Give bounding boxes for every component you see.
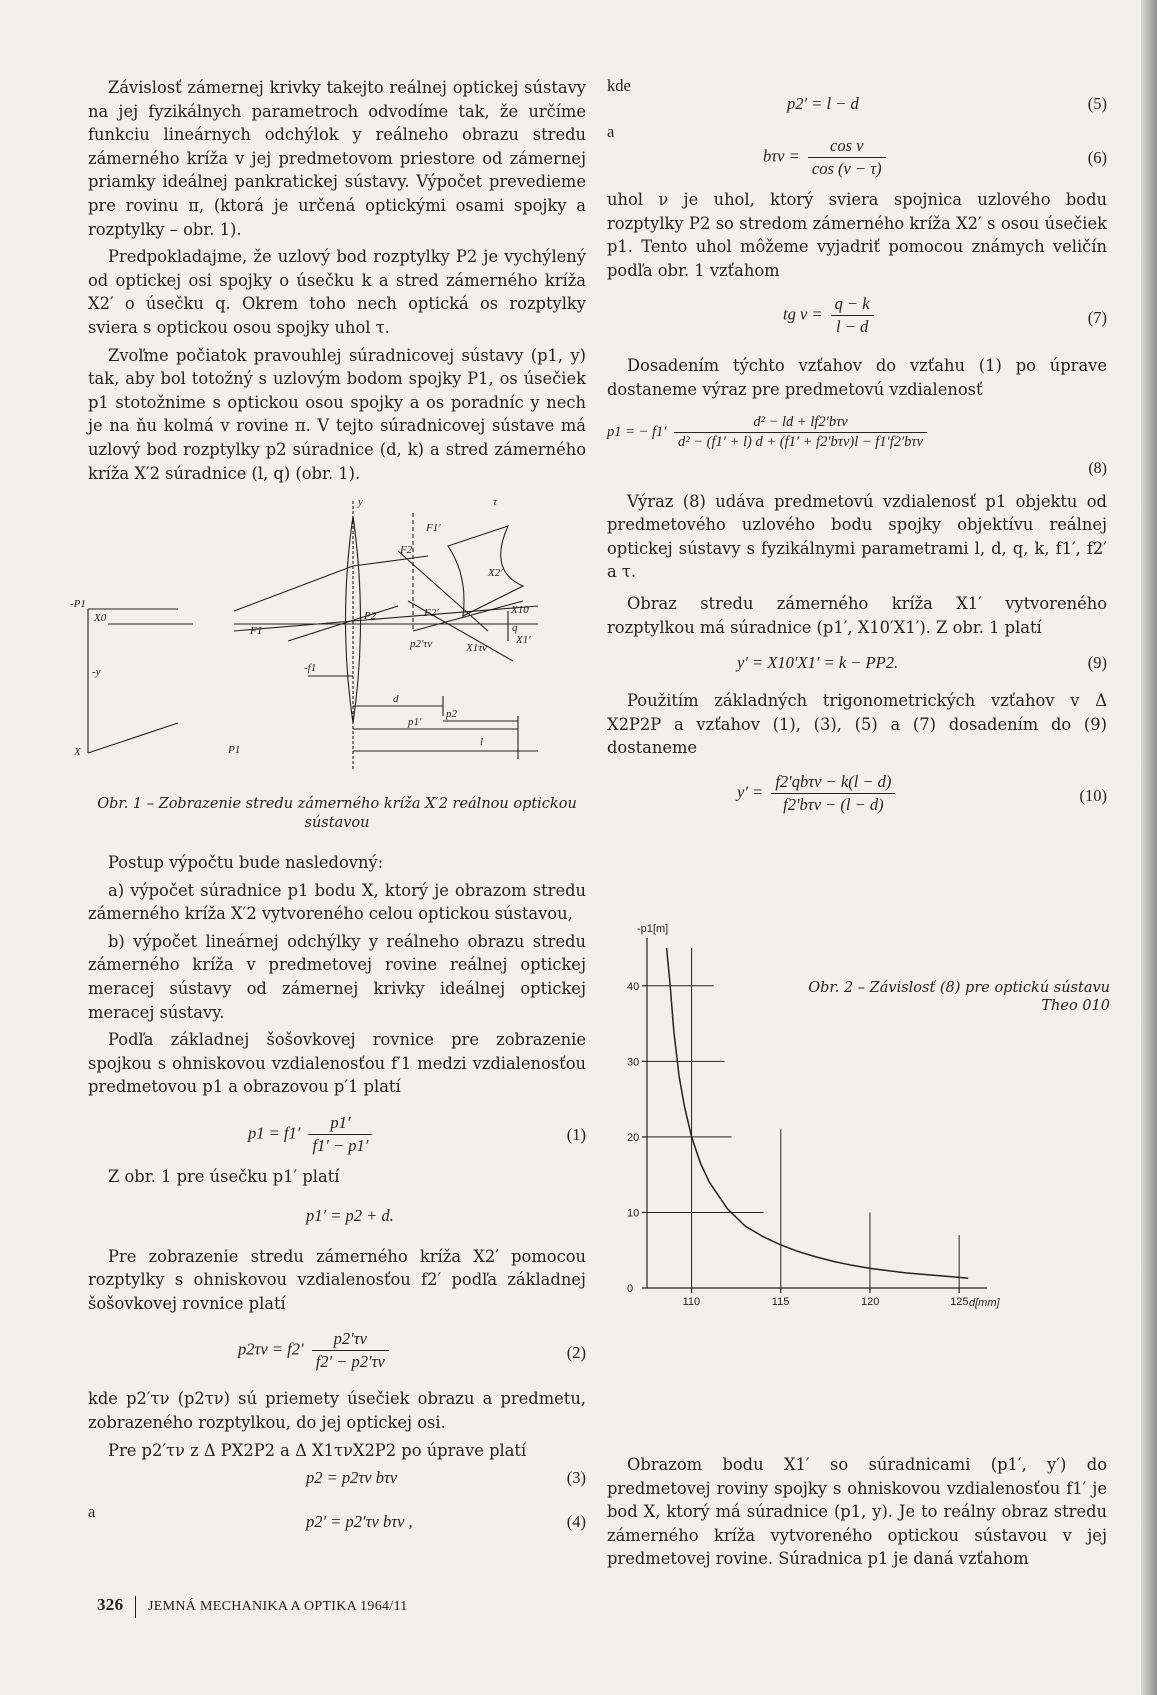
page-number: 326 [97, 1595, 124, 1614]
numerator: cos ν [808, 136, 886, 158]
equation-2 [88, 1323, 586, 1379]
paragraph: Postup výpočtu bude nasledovný: [108, 853, 384, 873]
equation-body: p1′ = p2 + d. [306, 1205, 394, 1225]
equation-lhs: p2τν = f2′ [238, 1339, 304, 1359]
paragraph: Obraz stredu zámerného kríža X1′ vytvoreného rozptylkou má súradnice (p1′, X10′X1′). Z obr. 1 platí [607, 593, 1107, 637]
paragraph: Obrazom bodu X1′ so súradnicami (p1′, y′) do predmetovej roviny spojky s ohniskovou vzdialenosťou f1′ je bod X, ktorý má súradnice (p1, y). Je to reálny obraz stredu zámerného kríža vytvoreného optickou sústavou v jej predmetovej rovine. Súradnica p1 je daná vzťahom [607, 1455, 1107, 1569]
fraction [312, 1329, 389, 1372]
denominator: d² − (f1′ + l) d + (f1′ + f2′bτν)l − f1′f2′bτν [678, 433, 924, 450]
right-column-bottom [607, 1453, 1107, 1575]
chart-y-tick-label: 20 [627, 1131, 640, 1144]
equation-body: p2 = p2τν bτν [306, 1468, 398, 1488]
fig1-label: p1′ [408, 716, 422, 729]
page-binding-edge [1141, 0, 1157, 1695]
chart-y-tick-label: 40 [627, 980, 640, 993]
fig1-label: P2 [364, 610, 377, 623]
fig1-ray [398, 551, 488, 631]
equation-8 [607, 410, 1107, 482]
equation-7 [607, 290, 1107, 346]
fig1-label: F2′ [424, 607, 439, 620]
fig1-label: -y [92, 666, 101, 679]
chart-y-axis-label: -p1[m] [637, 923, 669, 935]
numerator: p1′ [308, 1113, 372, 1135]
fig1-label: F2 [400, 544, 413, 557]
equation-number: (1) [566, 1125, 586, 1145]
paragraph: kde p2′τν (p2τν) sú priemety úsečiek obrazu a predmetu, zobrazeného rozptylkou, do jej optickej osi. [88, 1389, 586, 1432]
fig1-ray [353, 556, 428, 566]
fig1-label: X0 [94, 612, 107, 625]
fig1-label: y [358, 496, 363, 509]
equation-number: (7) [1087, 308, 1107, 328]
paragraph: Zvoľme počiatok pravouhlej súradnicovej sústavy (p1, y) tak, aby bol totožný s uzlovým bodom spojky P1, os úsečiek p1 stotožnime s optickou osou spojky a os poradníc y nech je na ňu kolmá v rovine π. V tejto súradnicovej sústave má uzlový bod rozptylky p2 súradnice (d, k) a stred zámerného kríža X′2 súradnice (l, q) (obr. 1). [88, 345, 586, 483]
equation-number: (3) [566, 1468, 586, 1488]
right-column [607, 76, 1107, 836]
chart-x-axis-label: d[mm] [969, 1297, 1000, 1309]
fig1-label: P1 [228, 744, 241, 757]
equation-body: p2′ = l − d [787, 94, 859, 113]
conjunction: a [607, 122, 615, 141]
left-column [70, 76, 586, 1532]
equation-lhs: bτν = [763, 146, 800, 166]
fig1-label: X2′ [488, 567, 503, 580]
fig1-label: -P1 [70, 598, 86, 611]
equation-number: (5) [1087, 94, 1107, 113]
chart-y-tick-label: 0 [627, 1283, 634, 1295]
equation-number: (4) [566, 1512, 586, 1532]
figure-1-caption: Obr. 1 – Zobrazenie stredu zámerného kríža X′2 reálnou optickou sústavou [97, 796, 577, 832]
numerator: f2′qbτν − k(l − d) [771, 772, 895, 794]
fig1-label: X1′ [516, 634, 531, 647]
equation-3 [88, 1466, 586, 1496]
equation-lhs: p1 = f1′ [248, 1123, 301, 1143]
equation-body: y′ = X10′X1′ = k − PP2. [737, 653, 899, 673]
fraction [808, 136, 886, 179]
paragraph: Závislosť zámernej krivky takejto reálnej optickej sústavy na jej fyzikálnych parametroch odvodíme tak, že určíme funkciu lineárnych odchýlok y reálneho obrazu stredu zámerného kríža v jej predmetovom priestore od zámernej priamky ideálnej pankratickej sústavy. Výpočet prevedieme pre rovinu π, (ktorá je určená optickými osami spojky a rozptylky – obr. 1). [88, 78, 586, 239]
paragraph: Z obr. 1 pre úsečku p1′ platí [108, 1167, 340, 1187]
paragraph: Podľa základnej šošovkovej rovnice pre zobrazenie spojkou s ohniskovou vzdialenosťou f′1 medzi vzdialenosťou predmetovou p1 a obrazovou p′1 platí [88, 1030, 586, 1097]
fig1-label: d [393, 693, 399, 706]
equation-body: p2′ = p2′τν bτν , [306, 1512, 413, 1532]
paragraph: b) výpočet lineárnej odchýlky y reálneho obrazu stredu zámerného kríža v predmetovej rovine reálnej optickej meracej sústavy od zámernej krivky ideálnej optickej meracej sústavy. [88, 931, 586, 1022]
fig1-label: -f1 [304, 662, 317, 675]
conjunction: a [88, 1502, 96, 1522]
equation-number: (6) [1087, 148, 1107, 167]
denominator: f2′bτν − (l − d) [783, 794, 884, 814]
fig1-line [88, 723, 178, 753]
paragraph: a) výpočet súradnice p1 bodu X, ktorý je obrazom stredu zámerného kríža X′2 vytvoreného celou optickou sústavou, [88, 880, 586, 924]
fig1-label: F1 [250, 625, 263, 638]
fig1-label: p2 [446, 708, 457, 721]
denominator: cos (ν − τ) [811, 159, 882, 178]
figure-2-caption: Obr. 2 – Závislosť (8) pre optickú sústavu Theo 010 [808, 979, 1110, 1014]
equation-p1prime [88, 1197, 586, 1237]
fig1-ray [234, 566, 353, 611]
equation-number: (9) [1087, 653, 1107, 673]
equation-10 [607, 768, 1107, 828]
paragraph: Predpokladajme, že uzlový bod rozptylky P2 je vychýlený od optickej osi spojky o úsečku k a stred zámerného kríža X2′ o úsečku q. Okrem toho nech optická os rozptylky sviera s optickou osou spojky uhol τ. [88, 247, 586, 337]
numerator: p2′τν [312, 1329, 389, 1351]
paragraph: uhol ν je uhol, ktorý sviera spojnica uzlového bodu rozptylky P2 so stredom zámerného kríža X2′ s osou úsečiek p1. Tento uhol môžeme vyjadriť pomocou známych veličín podľa obr. 1 vzťahom [607, 190, 1107, 280]
fig1-label: τ [493, 496, 497, 509]
fraction [771, 772, 895, 815]
equation-6 [607, 112, 1107, 184]
fig1-label: q [512, 622, 518, 635]
numerator: d² − ld + lf2′bτν [674, 414, 927, 433]
paragraph: Použitím základných trigonometrických vzťahov v Δ X2P2P a vzťahov (1), (3), (5) a (7) dosadením do (9) dostaneme [607, 691, 1107, 758]
denominator: f1′ − p1′ [312, 1136, 369, 1156]
equation-1 [88, 1107, 586, 1157]
fig1-label: F1′ [426, 522, 441, 535]
chart-y-tick-label: 30 [627, 1056, 640, 1069]
equation-number: (2) [566, 1343, 586, 1363]
equation-9 [607, 647, 1107, 681]
journal-name: JEMNÁ MECHANIKA A OPTIKA 1964/11 [148, 1599, 408, 1614]
fraction [308, 1113, 372, 1156]
equation-lhs: y′ = [737, 782, 764, 802]
fig1-label: X [74, 746, 81, 759]
fraction [831, 294, 874, 337]
chart-y-tick-label: 10 [627, 1207, 640, 1220]
equation-lhs: p1 = − f1′ [607, 423, 667, 440]
paragraph: Dosadením týchto vzťahov do vzťahu (1) po úprave dostaneme výraz pre predmetovú vzdialenosť [607, 356, 1107, 399]
fig1-label: X10 [511, 604, 529, 617]
fig1-label: p2′τν [410, 638, 433, 651]
equation-lhs: tg ν = [783, 304, 823, 324]
paragraph: Pre p2′τν z Δ PX2P2 a Δ X1τνX2P2 po úprave platí [108, 1440, 527, 1460]
numerator: q − k [831, 294, 874, 316]
denominator: f2′ − p2′τν [315, 1352, 385, 1372]
equation-4 [88, 1498, 586, 1532]
chart-x-tick-label: 125 [950, 1296, 969, 1308]
conjunction: kde [607, 76, 631, 95]
equation-number: (8) [1088, 459, 1107, 477]
equation-number: (10) [1079, 785, 1107, 805]
footer-separator [135, 1596, 136, 1618]
page-footer [97, 1595, 408, 1618]
paragraph: Pre zobrazenie stredu zámerného kríža X2′ pomocou rozptylky s ohniskovou vzdialenosťou f2′ podľa základnej šošovkovej rovnice platí [88, 1246, 586, 1313]
figure-1-optical-diagram [68, 491, 538, 791]
chart-x-tick-label: 110 [682, 1296, 701, 1308]
equation-5 [607, 76, 1107, 113]
fig1-label: l [480, 736, 484, 749]
denominator: l − d [836, 317, 869, 337]
chart-x-tick-label: 120 [860, 1296, 880, 1308]
fraction [674, 414, 927, 451]
fig1-diverging-lens [448, 526, 523, 616]
paragraph: Výraz (8) udáva predmetovú vzdialenosť p1 objektu od predmetového uzlového bodu spojky objektívu reálnej optickej sústavy s fyzikálnymi parametrami l, d, q, k, f1′, f2′ a τ. [607, 491, 1107, 582]
chart-x-tick-label: 115 [771, 1296, 790, 1308]
fig1-label: X1τν [466, 642, 488, 655]
